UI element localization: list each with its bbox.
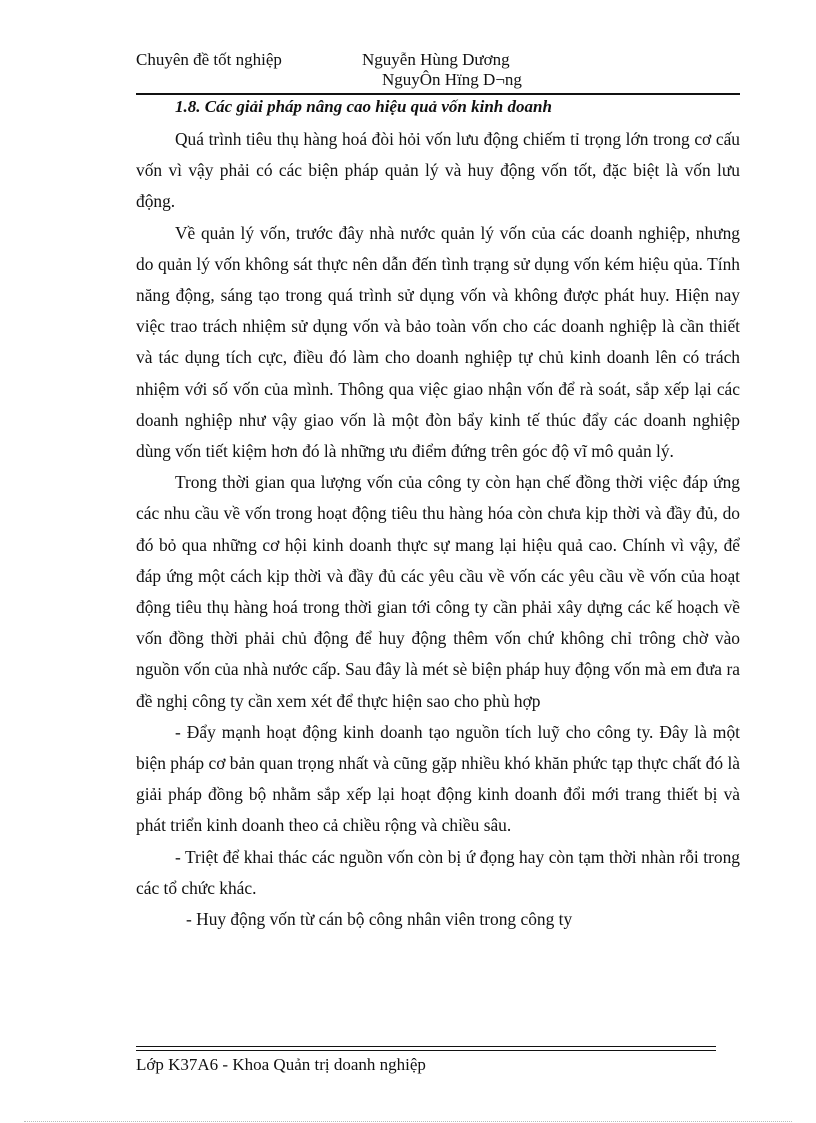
section-body (136, 124, 740, 935)
footer-rule (136, 1050, 716, 1051)
paragraph: Về quản lý vốn, trước đây nhà nước quản lý vốn của các doanh nghiệp, nhưng do quản lý vốn không sát thực nên dẫn đến tình trạng sử dụng vốn kém hiệu qủa. Tính năng động, sáng tạo trong quá trình sử dụng vốn và không được phát huy. Hiện nay việc trao trách nhiệm sử dụng vốn và bảo toàn vốn cho các doanh nghiệp là cần thiết và tác dụng tích cực, điều đó làm cho doanh nghiệp tự chủ kinh doanh lên có trách nhiệm với số vốn của mình. Thông qua việc giao nhận vốn để rà soát, sắp xếp lại các doanh nghiệp như vậy giao vốn là một đòn bẩy kinh tế thúc đẩy các doanh nghiệp dùng vốn tiết kiệm hơn đó là những ưu điểm đứng trên góc độ vĩ mô quản lý. (136, 222, 740, 462)
bullet-paragraph: - Huy động vốn từ cán bộ công nhân viên trong công ty (186, 909, 573, 930)
bullet-paragraph: - Triệt để khai thác các nguồn vốn còn bị ứ đọng hay còn tạm thời nhàn rỗi trong các tổ chức khác. (136, 846, 740, 898)
section-heading: 1.8. Các giải pháp nâng cao hiệu quả vốn kinh doanh (175, 97, 552, 116)
bullet-paragraph: - Đẩy mạnh hoạt động kinh doanh tạo nguồn tích luỹ cho công ty. Đây là một biện pháp cơ bản quan trọng nhất và cũng gặp nhiều khó khăn phức tạp thực chất đó là giải pháp đồng bộ nhằm sắp xếp lại hoạt động kinh doanh đổi mới trang thiết bị và phát triển kinh doanh theo cả chiều rộng và chiều sâu. (136, 721, 740, 836)
footer-class-info: Lớp K37A6 - Khoa Quản trị doanh nghiệp (136, 1055, 426, 1074)
header-document-type: Chuyên đề tốt nghiệp (136, 50, 282, 69)
page-boundary (24, 1121, 792, 1122)
header-author-name-garbled: NguyÔn Hïng D¬ng (382, 70, 522, 89)
paragraph: Trong thời gian qua lượng vốn của công ty còn hạn chế đồng thời việc đáp ứng các nhu cầu về vốn trong hoạt động tiêu thu hàng hóa còn chưa kịp thời và đầy đủ, do đó bỏ qua những cơ hội kinh doanh thực sự mang lại hiệu quả cao. Chính vì vậy, để đáp ứng một cách kịp thời và đầy đủ các yêu cầu về vốn các yêu cầu về vốn của hoạt động tiêu thụ hàng hoá trong thời gian tới công ty cần phải xây dựng các kế hoạch về vốn đồng thời phải chủ động để huy động thêm vốn chứ không chỉ trông chờ vào nguồn vốn của nhà nước cấp. Sau đây là mét sè biện pháp huy động vốn mà em đưa ra đề nghị công ty cần xem xét để thực hiện sao cho phù hợp (136, 472, 740, 711)
header-author-name: Nguyễn Hùng Dương (362, 50, 510, 69)
header-rule (136, 93, 740, 95)
paragraph: Quá trình tiêu thụ hàng hoá đòi hỏi vốn lưu động chiếm tỉ trọng lớn trong cơ cấu vốn vì vậy phải có các biện pháp quản lý và huy động vốn tốt, đặc biệt là vốn lưu động. (136, 129, 740, 212)
footer-rule (136, 1046, 716, 1047)
